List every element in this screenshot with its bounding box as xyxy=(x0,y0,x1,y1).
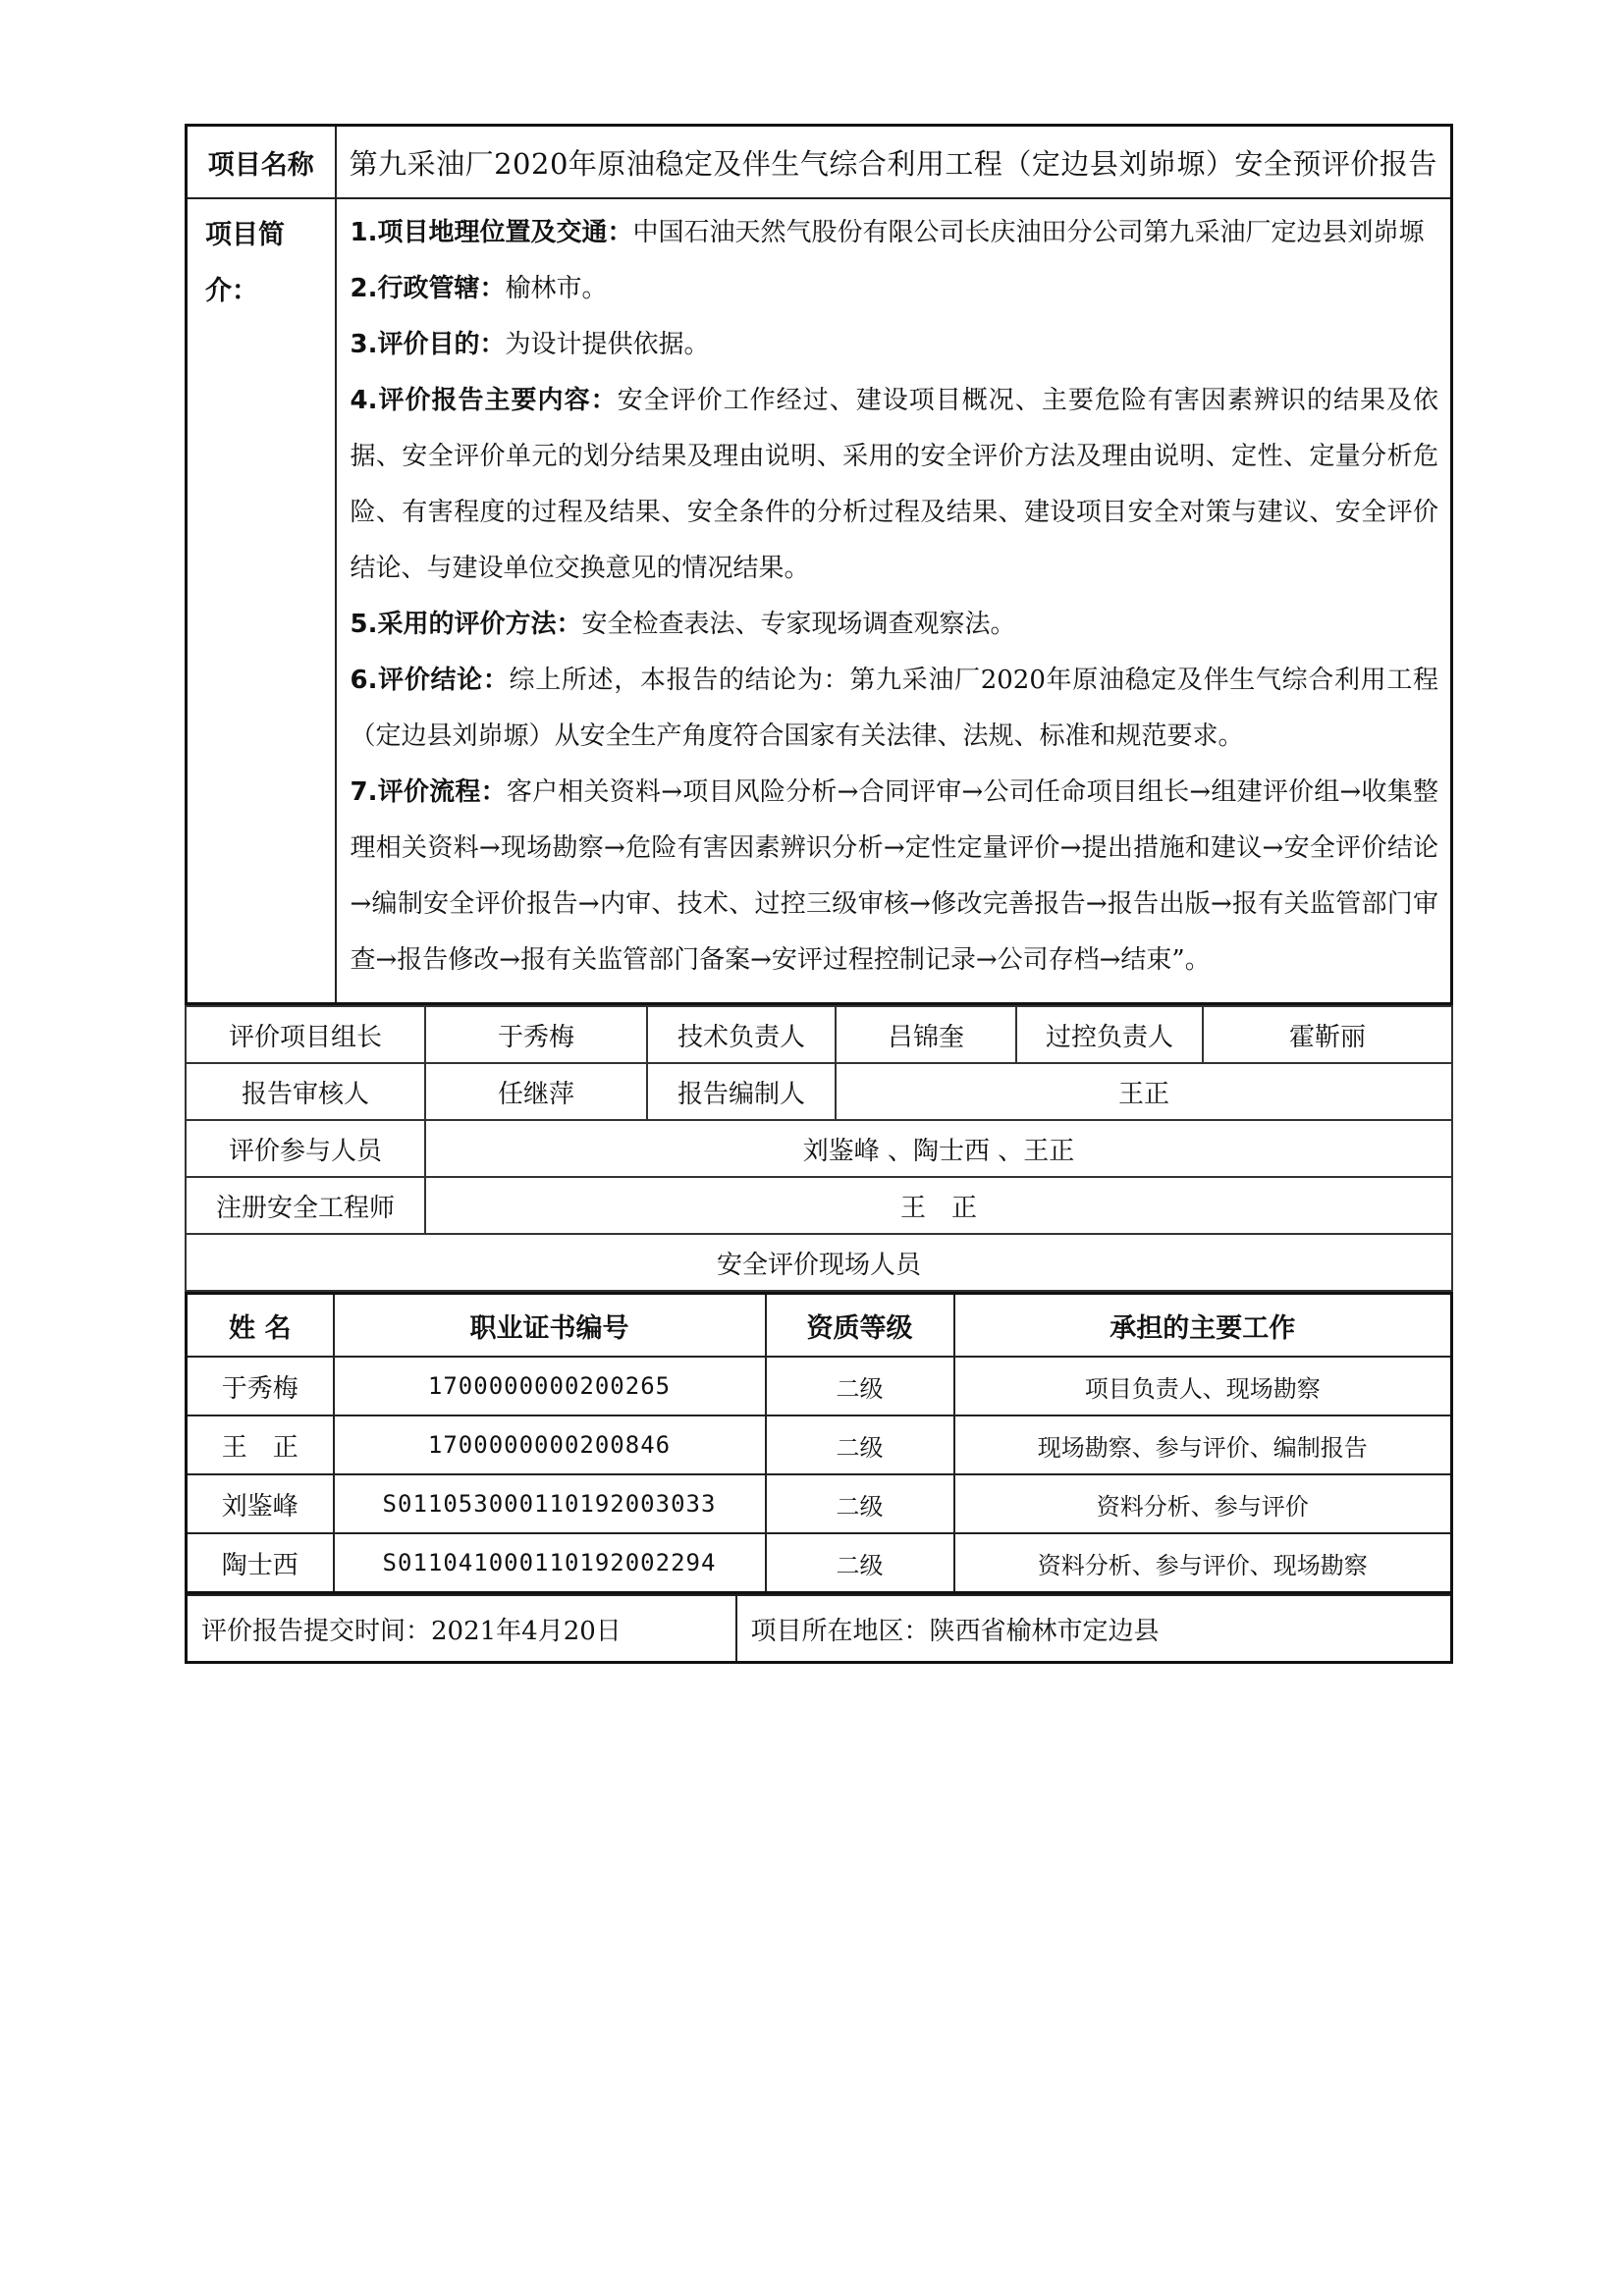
report-page xyxy=(185,124,1453,1664)
staff-level: 二级 xyxy=(766,1474,954,1533)
header-level: 资质等级 xyxy=(766,1294,954,1358)
intro-item: 1.项目地理位置及交通：中国石油天然气股份有限公司长庆油田分公司第九采油厂定边县刘峁塬 xyxy=(350,218,1425,247)
leader-value: 于秀梅 xyxy=(425,1006,647,1063)
header-work: 承担的主要工作 xyxy=(954,1294,1452,1358)
staff-level: 二级 xyxy=(766,1533,954,1593)
author-value: 王正 xyxy=(836,1063,1452,1120)
project-intro-label xyxy=(187,198,336,1004)
process-value: 霍靳丽 xyxy=(1203,1006,1452,1063)
reviewer-label: 报告审核人 xyxy=(186,1063,425,1120)
table-row xyxy=(187,1357,1452,1415)
onsite-title: 安全评价现场人员 xyxy=(186,1234,1452,1291)
staff-name: 于秀梅 xyxy=(187,1357,334,1415)
project-intro-body xyxy=(336,198,1452,1004)
staff-level: 二级 xyxy=(766,1357,954,1415)
header-cert: 职业证书编号 xyxy=(334,1294,766,1358)
header-name: 姓 名 xyxy=(187,1294,334,1358)
project-location: 项目所在地区：陕西省榆林市定边县 xyxy=(736,1595,1452,1663)
intro-item: 6.评价结论：综上所述，本报告的结论为：第九采油厂2020年原油稳定及伴生气综合利用工程（定边县刘峁塬）从安全生产角度符合国家有关法律、法规、标准和规范要求。 xyxy=(350,666,1439,751)
staff-work: 现场勘察、参与评价、编制报告 xyxy=(954,1415,1452,1474)
intro-item: 5.采用的评价方法：安全检查表法、专家现场调查观察法。 xyxy=(350,610,1016,639)
staff-cert: S011053000110192003033 xyxy=(334,1474,766,1533)
leader-label: 评价项目组长 xyxy=(186,1006,425,1063)
participants-label: 评价参与人员 xyxy=(186,1120,425,1177)
staff-level: 二级 xyxy=(766,1415,954,1474)
staff-name: 刘鉴峰 xyxy=(187,1474,334,1533)
staff-name: 王 正 xyxy=(187,1415,334,1474)
intro-item: 3.评价目的：为设计提供依据。 xyxy=(350,330,710,359)
team-table xyxy=(185,1005,1453,1292)
staff-work: 资料分析、参与评价 xyxy=(954,1474,1452,1533)
intro-label-line2: 介： xyxy=(205,276,258,306)
intro-item: 4.评价报告主要内容：安全评价工作经过、建设项目概况、主要危险有害因素辨识的结果及依据、安全评价单元的划分结果及理由说明、采用的安全评价方法及理由说明、定性、定量分析危险、有害程度的过程及结果、安全条件的分析过程及结果、建设项目安全对策与建议、安全评价结论、与建设单位交换意见的情况结果。 xyxy=(350,386,1438,583)
engineer-value: 王 正 xyxy=(425,1177,1452,1234)
staff-work: 项目负责人、现场勘察 xyxy=(954,1357,1452,1415)
staff-table xyxy=(185,1292,1453,1594)
staff-header-row xyxy=(187,1294,1452,1358)
project-name-value: 第九采油厂2020年原油稳定及伴生气综合利用工程（定边县刘峁塬）安全预评价报告 xyxy=(336,126,1452,199)
footer-table xyxy=(185,1594,1453,1664)
intro-item: 7.评价流程：客户相关资料→项目风险分析→合同评审→公司任命项目组长→组建评价组→收集整理相关资料→现场勘察→危险有害因素辨识分析→定性定量评价→提出措施和建议→安全评价结论→编制安全评价报告→内审、技术、过控三级审核→修改完善报告→报告出版→报有关监管部门审查→报告修改→报有关监管部门备案→安评过程控制记录→公司存档→结束”。 xyxy=(350,777,1438,975)
tech-value: 吕锦奎 xyxy=(836,1006,1016,1063)
tech-label: 技术负责人 xyxy=(647,1006,836,1063)
engineer-label: 注册安全工程师 xyxy=(186,1177,425,1234)
staff-name: 陶士西 xyxy=(187,1533,334,1593)
reviewer-value: 任继萍 xyxy=(425,1063,647,1120)
process-label: 过控负责人 xyxy=(1016,1006,1203,1063)
staff-work: 资料分析、参与评价、现场勘察 xyxy=(954,1533,1452,1593)
table-row xyxy=(187,1474,1452,1533)
intro-item: 2.行政管辖：榆林市。 xyxy=(350,274,608,303)
staff-cert: 1700000000200846 xyxy=(334,1415,766,1474)
intro-label-line1: 项目简 xyxy=(205,220,285,250)
participants-value: 刘鉴峰 、陶士西 、王正 xyxy=(425,1120,1452,1177)
project-name-label: 项目名称 xyxy=(187,126,336,199)
table-row xyxy=(187,1415,1452,1474)
staff-cert: S011041000110192002294 xyxy=(334,1533,766,1593)
staff-cert: 1700000000200265 xyxy=(334,1357,766,1415)
table-row xyxy=(187,1533,1452,1593)
submit-date: 评价报告提交时间：2021年4月20日 xyxy=(187,1595,736,1663)
author-label: 报告编制人 xyxy=(647,1063,836,1120)
project-info-table xyxy=(185,124,1453,1005)
